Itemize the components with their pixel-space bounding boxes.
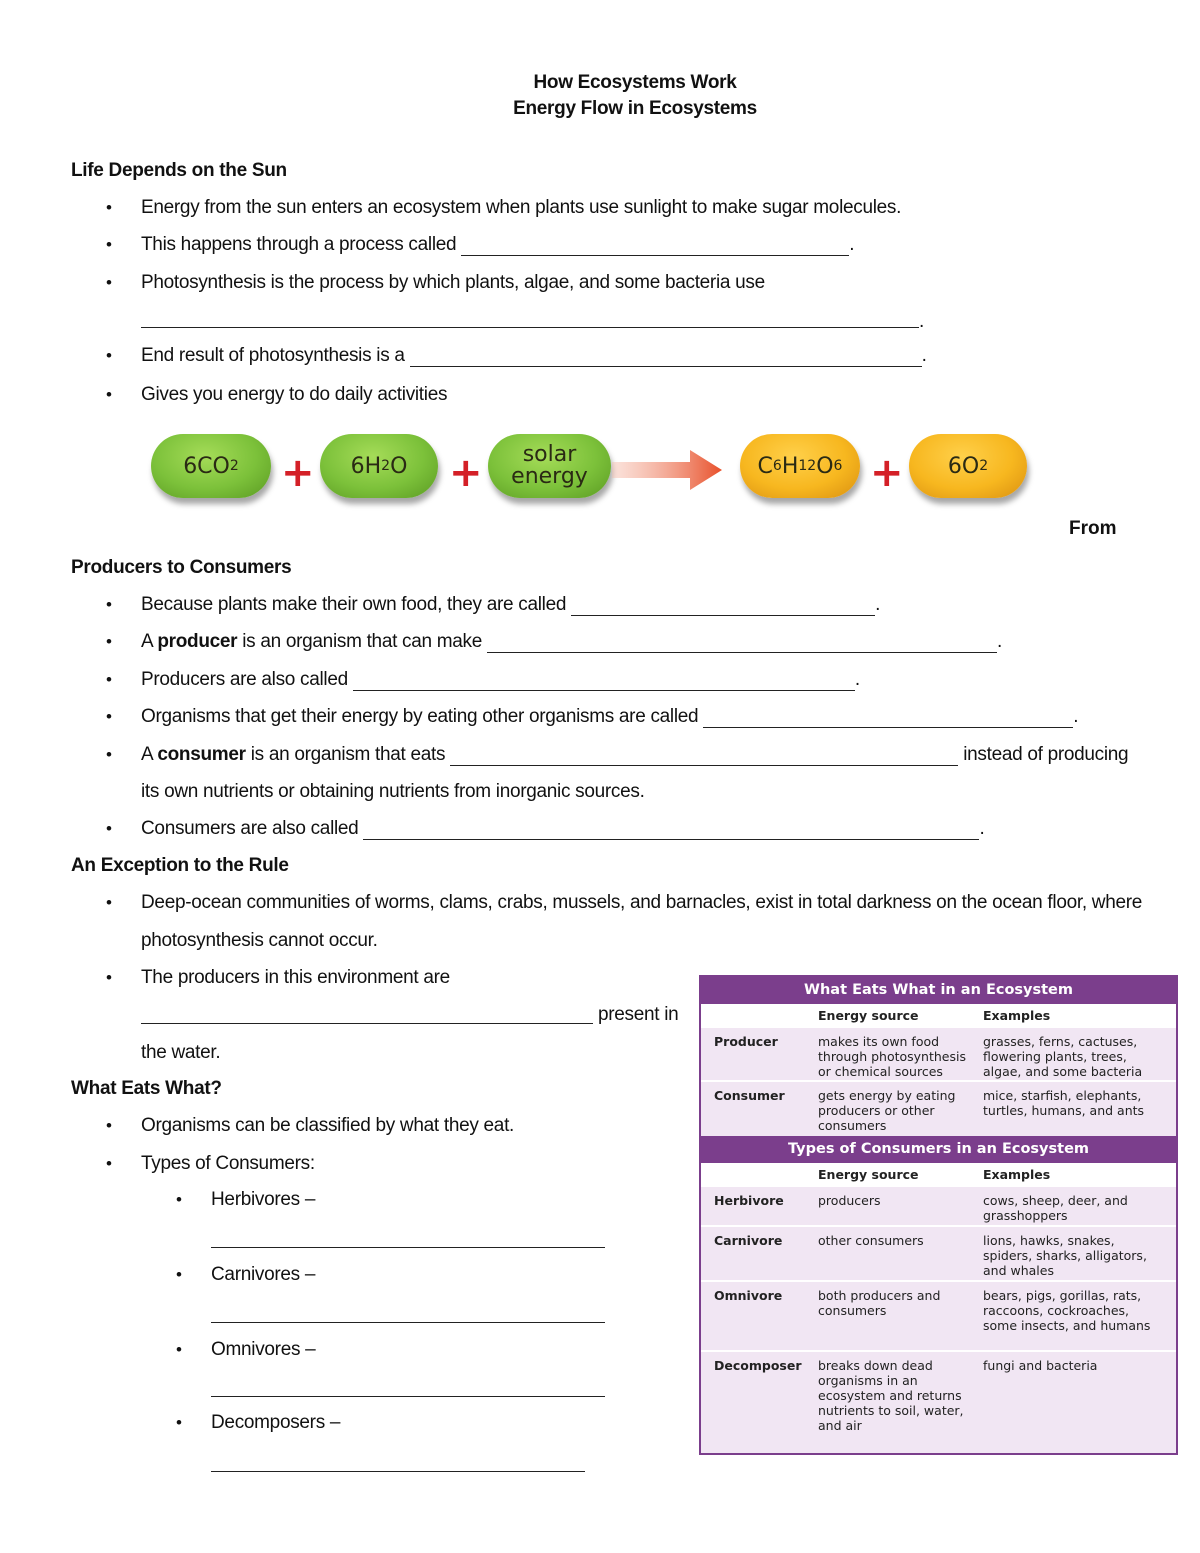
plus-icon: + — [281, 450, 315, 496]
row-name: Decomposer — [714, 1358, 802, 1373]
answer-blank[interactable] — [211, 1322, 605, 1323]
answer-blank[interactable] — [141, 1023, 593, 1024]
bullet-icon: • — [106, 893, 112, 912]
table-row — [701, 1350, 1176, 1432]
row-source: producers — [818, 1193, 881, 1208]
bullet-icon: • — [176, 1265, 182, 1284]
row-examples: grasses, ferns, cactuses, flowering plants, trees, algae, and some bacteria — [983, 1034, 1143, 1079]
bullet-text: The producers in this environment are — [141, 967, 450, 988]
bullet-text: Energy from the sun enters an ecosystem when plants use sunlight to make sugar molecules. — [141, 197, 902, 218]
section-heading-producers: Producers to Consumers — [71, 557, 292, 578]
reactant-solar-energy: solar energy — [488, 434, 611, 498]
bullet-continuation: present in — [598, 1004, 679, 1025]
bullet-text: Organisms can be classified by what they eat. — [141, 1115, 515, 1136]
bullet-icon: • — [106, 198, 112, 217]
consumer-type: Herbivores – — [211, 1189, 316, 1210]
bullet-icon: • — [106, 235, 112, 254]
answer-blank[interactable] — [141, 327, 919, 328]
answer-blank[interactable] — [353, 672, 855, 691]
bullet-icon: • — [106, 273, 112, 292]
bullet-icon: • — [106, 1116, 112, 1135]
answer-blank[interactable] — [410, 348, 922, 367]
reactant-h2o: 6H 2 O — [320, 434, 438, 498]
answer-blank[interactable] — [571, 597, 875, 616]
from-label: From — [1069, 518, 1117, 539]
col-examples: Examples — [983, 1167, 1051, 1182]
row-source: makes its own food through photosynthesis or chemical sources — [818, 1034, 966, 1079]
col-energy-source: Energy source — [818, 1008, 919, 1023]
bullet-icon: • — [106, 745, 112, 764]
row-source: breaks down dead organisms in an ecosystem and returns nutrients to soil, water, and air — [818, 1358, 964, 1433]
row-examples: fungi and bacteria — [983, 1358, 1098, 1373]
bullet-icon: • — [106, 632, 112, 651]
bullet-icon: • — [106, 670, 112, 689]
bullet-icon: • — [106, 707, 112, 726]
col-energy-source: Energy source — [818, 1167, 919, 1182]
answer-blank[interactable] — [487, 634, 997, 653]
bullet-text: Consumers are also called . — [141, 818, 985, 839]
bullet-text: Organisms that get their energy by eating other organisms are called . — [141, 706, 1079, 727]
row-name: Producer — [714, 1034, 778, 1049]
consumer-type: Carnivores – — [211, 1264, 316, 1285]
ecosystem-tables — [699, 975, 1178, 1455]
bullet-continuation: its own nutrients or obtaining nutrients from inorganic sources. — [141, 781, 645, 802]
bullet-icon: • — [176, 1413, 182, 1432]
table-row — [701, 1080, 1176, 1136]
row-examples: cows, sheep, deer, and grasshoppers — [983, 1193, 1128, 1223]
page-title: How Ecosystems Work — [533, 72, 737, 93]
bullet-icon: • — [176, 1190, 182, 1209]
plus-icon: + — [870, 450, 904, 496]
section-heading-exception: An Exception to the Rule — [71, 855, 289, 876]
row-examples: mice, starfish, elephants, turtles, humans, and ants — [983, 1088, 1145, 1118]
answer-blank[interactable] — [363, 821, 979, 840]
row-name: Herbivore — [714, 1193, 784, 1208]
answer-blank[interactable] — [703, 709, 1073, 728]
bullet-text: Deep-ocean communities of worms, clams, crabs, mussels, and barnacles, exist in total darkness on the ocean floor, where — [141, 892, 1143, 913]
row-source: both producers and consumers — [818, 1288, 941, 1318]
row-name: Consumer — [714, 1088, 785, 1103]
bullet-continuation: photosynthesis cannot occur. — [141, 930, 378, 951]
row-examples: bears, pigs, gorillas, rats, raccoons, cockroaches, some insects, and humans — [983, 1288, 1151, 1333]
arrow-icon — [612, 446, 724, 494]
consumer-type: Decomposers – — [211, 1412, 341, 1433]
bullet-text: End result of photosynthesis is a . — [141, 345, 927, 366]
row-name: Omnivore — [714, 1288, 783, 1303]
product-o2: 6O 2 — [909, 434, 1027, 498]
bullet-icon: • — [106, 819, 112, 838]
row-source: gets energy by eating producers or other consumers — [818, 1088, 956, 1133]
table-title: Types of Consumers in an Ecosystem — [701, 1136, 1176, 1163]
bullet-icon: • — [106, 968, 112, 987]
bullet-icon: • — [106, 595, 112, 614]
bullet-text: Types of Consumers: — [141, 1153, 315, 1174]
bullet-icon: • — [106, 1154, 112, 1173]
table-column-headers — [701, 1163, 1176, 1185]
bullet-text: Photosynthesis is the process by which plants, algae, and some bacteria use — [141, 272, 765, 293]
answer-blank[interactable] — [450, 747, 958, 766]
bullet-text: Producers are also called . — [141, 669, 860, 690]
table-row — [701, 1026, 1176, 1080]
product-glucose: C 6 H 12 O 6 — [740, 434, 860, 498]
answer-blank[interactable] — [211, 1471, 585, 1472]
bullet-text: This happens through a process called . — [141, 234, 855, 255]
bullet-text: Gives you energy to do daily activities — [141, 384, 448, 405]
bullet-text: A consumer is an organism that eats instead of producing — [141, 744, 1129, 765]
answer-blank[interactable] — [211, 1396, 605, 1397]
period-text: . — [919, 311, 924, 332]
answer-blank[interactable] — [211, 1247, 605, 1248]
bullet-text: A producer is an organism that can make . — [141, 631, 1002, 652]
table-row — [701, 1225, 1176, 1280]
table-column-headers — [701, 1004, 1176, 1026]
table-title: What Eats What in an Ecosystem — [701, 977, 1176, 1004]
bullet-continuation: the water. — [141, 1042, 221, 1063]
plus-icon: + — [449, 450, 483, 496]
bullet-icon: • — [176, 1340, 182, 1359]
bullet-icon: • — [106, 346, 112, 365]
row-source: other consumers — [818, 1233, 924, 1248]
bullet-text: Because plants make their own food, they are called . — [141, 594, 881, 615]
row-name: Carnivore — [714, 1233, 783, 1248]
col-examples: Examples — [983, 1008, 1051, 1023]
row-examples: lions, hawks, snakes, spiders, sharks, alligators, and whales — [983, 1233, 1147, 1278]
bullet-icon: • — [106, 385, 112, 404]
table-row — [701, 1185, 1176, 1225]
reactant-co2: 6CO 2 — [151, 434, 271, 498]
consumer-type: Omnivores – — [211, 1339, 316, 1360]
table-row — [701, 1280, 1176, 1350]
section-heading-sun: Life Depends on the Sun — [71, 160, 287, 181]
answer-blank[interactable] — [461, 237, 849, 256]
page-subtitle: Energy Flow in Ecosystems — [513, 98, 757, 119]
section-heading-what-eats-what: What Eats What? — [71, 1078, 222, 1099]
